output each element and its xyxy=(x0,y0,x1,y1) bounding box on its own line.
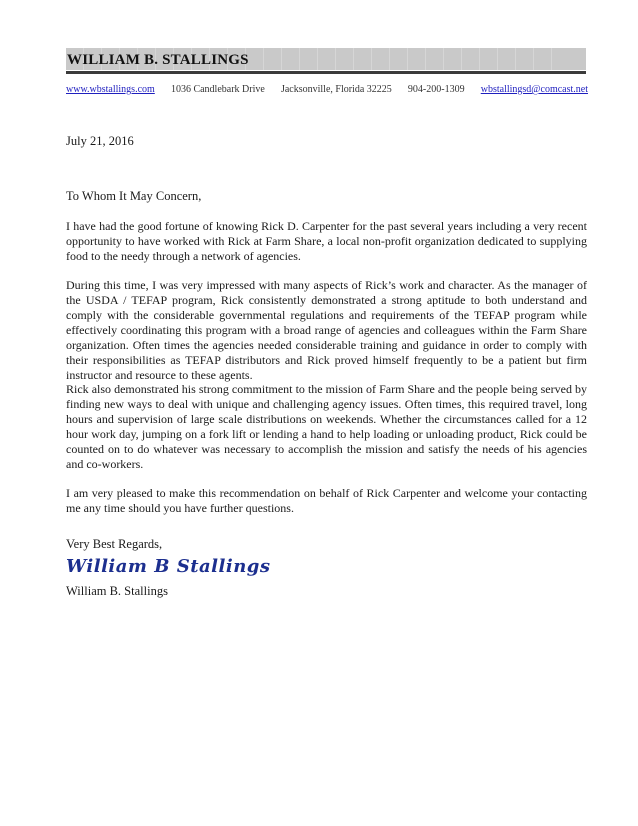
closing: Very Best Regards, xyxy=(66,537,163,551)
street-address: 1036 Candlebark Drive xyxy=(170,84,265,95)
signature: William B Stallings xyxy=(66,556,271,577)
body-paragraph-4: I am very pleased to make this recommendation on behalf of Rick Carpenter and welcome your contacting me any time should you have further questions. xyxy=(66,486,587,515)
city-state-zip: Jacksonville, Florida 32225 xyxy=(280,84,392,95)
email-link[interactable]: wbstallingsd@comcast.net xyxy=(480,84,588,95)
phone-number: 904-200-1309 xyxy=(407,84,465,95)
letter-date: July 21, 2016 xyxy=(66,134,134,148)
body-paragraph-1: I have had the good fortune of knowing Rick D. Carpenter for the past several years including a very recent opportunity to have worked with Rick at Farm Share, a local non-profit organization dedicated to supplying food to the needy through a network of agencies. xyxy=(66,219,587,263)
contact-line xyxy=(66,84,588,95)
salutation: To Whom It May Concern, xyxy=(66,189,202,203)
body-paragraph-2: During this time, I was very impressed with many aspects of Rick’s work and character. As the manager of the USDA / TEFAP program, Rick consistently demonstrated a strong aptitude to both understand and comply with the considerable governmental regulations and requirements of the TEFAP program while effectively coordinating this program with a broad range of agencies and colleagues within the Farm Share organization. Often times the agencies needed considerable training and guidance in order to comply with their responsibilities as TEFAP distributors and Rick proved himself frequently to be a patient but firm instructor and resource to these agents. xyxy=(66,278,587,382)
letterhead-bar-end xyxy=(556,48,586,70)
letterhead-rule xyxy=(66,71,586,74)
body-paragraph-3: Rick also demonstrated his strong commitment to the mission of Farm Share and the people being served by finding new ways to deal with unique and challenging agency issues. Often times, this required travel, long hours and supervision of large scale distributions on weekends. Whether the circumstances called for a 12 hour work day, jumping on a fork lift or lending a hand to help loading or unloading product, Rick could be counted on to do whatever was necessary to accomplish the mission and satisfy the needs of his agencies and co-workers. xyxy=(66,382,587,471)
printed-name: William B. Stallings xyxy=(66,584,168,598)
letterhead-name: WILLIAM B. STALLINGS xyxy=(67,52,249,68)
website-link[interactable]: www.wbstallings.com xyxy=(66,84,155,95)
